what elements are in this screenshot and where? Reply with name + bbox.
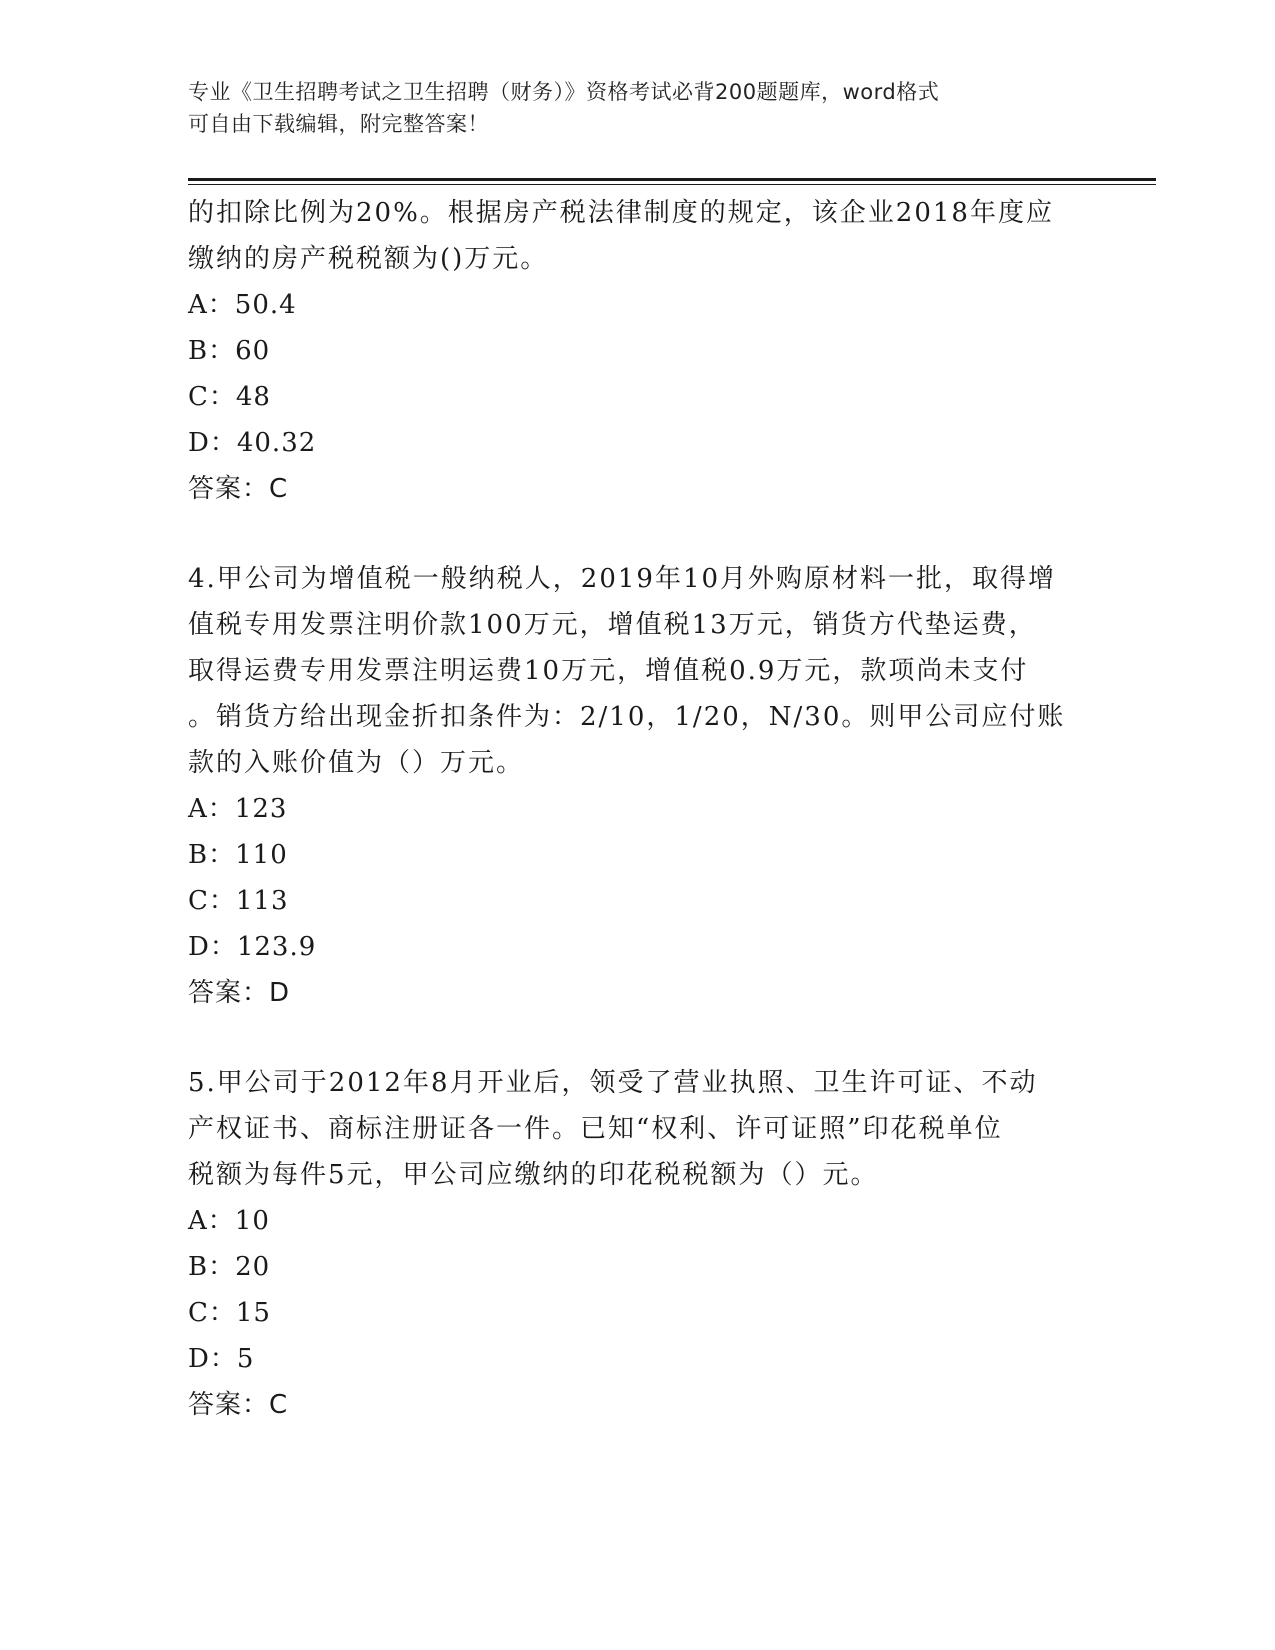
question-5-option-c: C：15 (188, 1298, 271, 1328)
question-4-text-line: 款的入账价值为（）万元。 (188, 748, 525, 778)
question-3-text-line: 缴纳的房产税税额为()万元。 (188, 244, 549, 274)
question-3-answer: 答案：C (188, 474, 289, 504)
question-4-text-line: 值税专用发票注明价款100万元，增值税13万元，销货方代垫运费， (188, 610, 1037, 640)
question-4-block (188, 556, 1088, 1016)
question-4-option-c: C：113 (188, 886, 289, 916)
header-divider-thick (188, 178, 1156, 181)
question-5-block (188, 1060, 1088, 1428)
question-5-text-line: 产权证书、商标注册证各一件。已知“权利、许可证照”印花税单位 (188, 1114, 1003, 1144)
question-4-answer: 答案：D (188, 978, 291, 1008)
question-3-block (188, 190, 1088, 512)
question-4-text-line: 4.甲公司为增值税一般纳税人，2019年10月外购原材料一批，取得增 (188, 564, 1057, 594)
question-4-option-a: A：123 (188, 794, 288, 824)
question-5-option-a: A：10 (188, 1206, 270, 1236)
spacer (188, 1016, 1088, 1060)
document-header (188, 76, 1068, 140)
question-3-option-d: D：40.32 (188, 428, 317, 458)
question-3-option-c: C：48 (188, 382, 271, 412)
question-5-text-line: 5.甲公司于2012年8月开业后，领受了营业执照、卫生许可证、不动 (188, 1068, 1038, 1098)
question-5-option-d: D：5 (188, 1344, 255, 1374)
header-title-line-2: 可自由下载编辑，附完整答案！ (188, 112, 489, 136)
question-3-option-a: A：50.4 (188, 290, 297, 320)
spacer (188, 512, 1088, 556)
question-content (188, 190, 1088, 1428)
question-3-text-line: 的扣除比例为20%。根据房产税法律制度的规定，该企业2018年度应 (188, 198, 1054, 228)
question-5-option-b: B：20 (188, 1252, 271, 1282)
header-title-line-1: 专业《卫生招聘考试之卫生招聘（财务）》资格考试必背200题题库，word格式 (188, 80, 940, 104)
question-5-text-line: 税额为每件5元，甲公司应缴纳的印花税税额为（）元。 (188, 1160, 879, 1190)
question-4-text-line: 取得运费专用发票注明运费10万元，增值税0.9万元，款项尚未支付 (188, 656, 1029, 686)
question-4-text-line: 。销货方给出现金折扣条件为：2/10，1/20，N/30。则甲公司应付账 (188, 702, 1066, 732)
header-divider-thin (188, 184, 1156, 185)
question-4-option-b: B：110 (188, 840, 288, 870)
question-4-option-d: D：123.9 (188, 932, 317, 962)
question-5-answer: 答案：C (188, 1390, 289, 1420)
question-3-option-b: B：60 (188, 336, 271, 366)
